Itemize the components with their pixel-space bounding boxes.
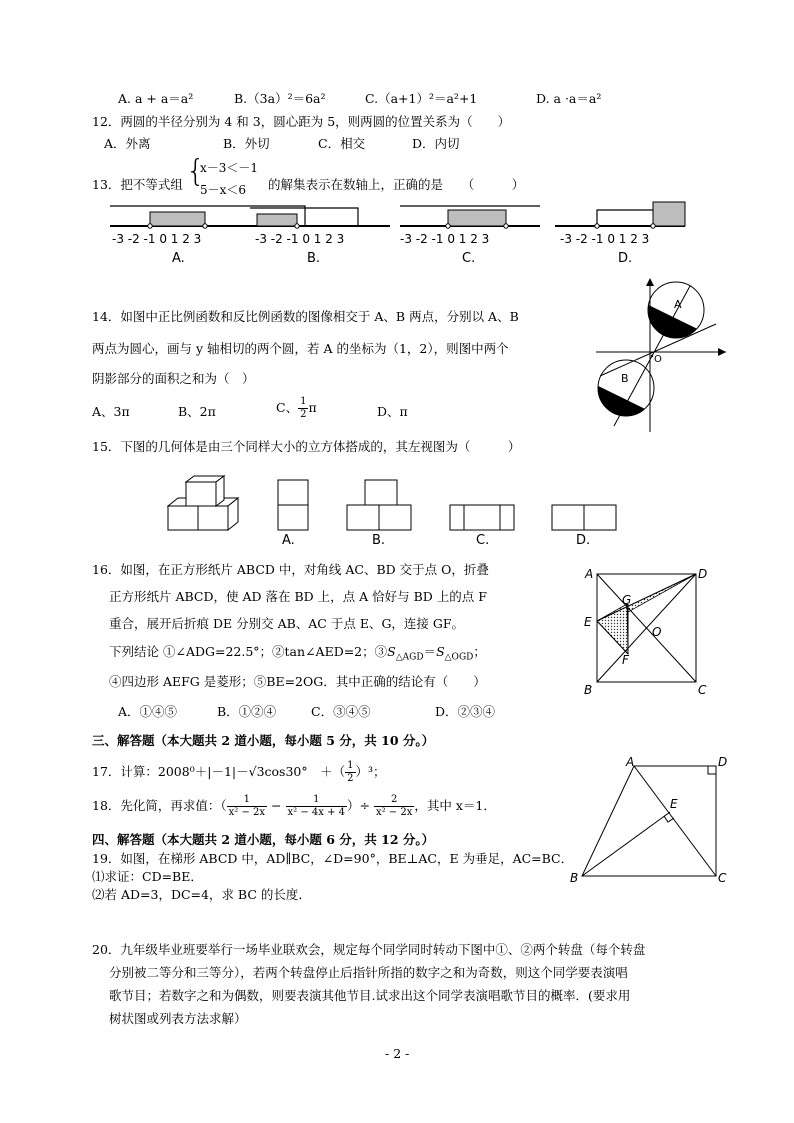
q16-point-o: O	[652, 625, 662, 639]
q16-option-c: C．③④⑤	[311, 704, 371, 719]
q19-point-a: A	[626, 755, 635, 769]
q16-point-g: G	[622, 593, 632, 607]
q14-option-b: B、2π	[178, 404, 216, 419]
q13-stem-post: 的解集表示在数轴上，正确的是 （ ）	[268, 177, 525, 192]
q14-point-b: B	[621, 372, 629, 385]
q11-option-c: C.（a+1）²＝a²+1	[365, 91, 478, 106]
q15-option-c-figure	[450, 505, 514, 530]
q15-label-b: B.	[372, 533, 386, 548]
q16-point-e: E	[584, 615, 592, 629]
q12-option-c: C．相交	[318, 136, 366, 151]
q11-option-a: A. a + a＝a²	[118, 91, 194, 106]
q15-option-d-figure	[552, 505, 616, 530]
q16-point-b: B	[584, 683, 593, 697]
q16-option-d: D．②③④	[435, 704, 496, 719]
q19-point-c: C	[718, 871, 727, 885]
q15-stem: 15．下图的几何体是由三个同样大小的立方体搭成的，其左视图为（ ）	[92, 439, 521, 454]
svg-text:-3 -2 -1 0 1 2 3: -3 -2 -1 0 1 2 3	[255, 232, 345, 246]
q16-line1: 16．如图，在正方形纸片 ABCD 中，对角线 AC、BD 交于点 O，折叠	[92, 562, 489, 577]
page-number: - 2 -	[385, 1046, 410, 1061]
q16-point-f: F	[622, 653, 629, 667]
q13-system-line1: x－3＜－1	[200, 161, 259, 175]
section-4-heading: 四、解答题（本大题共 2 道小题，每小题 6 分，共 12 分。）	[92, 832, 435, 847]
q13-brace: {	[186, 154, 206, 189]
q20-line3: 歌节目；若数字之和为偶数，则要表演其他节目.试求出这个同学表演唱歌节目的概率．(要求用	[109, 988, 631, 1003]
q15-label-c: C.	[476, 533, 490, 548]
q19-part2: ⑵若 AD=3，DC=4，求 BC 的长度．	[92, 887, 311, 902]
q13-label-d: D.	[618, 251, 633, 266]
q14-point-a: A	[674, 298, 682, 311]
q14-origin-label: O	[654, 354, 662, 365]
q15-label-d: D.	[576, 533, 591, 548]
q16-figure	[580, 562, 720, 702]
q14-line3: 阴影部分的面积之和为（ ）	[92, 371, 255, 386]
q14-line1: 14．如图中正比例函数和反比例函数的图像相交于 A、B 两点，分别以 A、B	[92, 309, 519, 324]
q13-label-b: B.	[307, 251, 321, 266]
q20-line1: 20．九年级毕业班要举行一场毕业联欢会，规定每个同学同时转动下图中①、②两个转盘（每个转盘	[92, 942, 646, 957]
q16-line2: 正方形纸片 ABCD，使 AD 落在 BD 上，点 A 恰好与 BD 上的点 F	[109, 589, 487, 604]
q15-option-a-figure	[278, 480, 308, 530]
q15-label-a: A.	[282, 533, 295, 548]
q11-option-b: B.（3a）²＝6a²	[234, 91, 326, 106]
q12-option-a: A．外离	[104, 136, 151, 151]
q13-system-line2: 5－x＜6	[200, 183, 247, 197]
q16-option-b: B．①②④	[217, 704, 277, 719]
svg-text:-3 -2 -1 0 1 2 3: -3 -2 -1 0 1 2 3	[400, 232, 490, 246]
q15-solid-figure	[168, 476, 238, 530]
q19-point-e: E	[670, 797, 678, 811]
q12-option-b: B．外切	[223, 136, 270, 151]
q15-option-b-figure	[347, 480, 411, 530]
q14-option-c: C、 $\frac{1}{2}$ π	[276, 396, 317, 420]
q13-option-d-figure	[555, 202, 685, 266]
q13-label-c: C.	[462, 251, 476, 266]
q14-line2: 两点为圆心，画与 y 轴相切的两个圆，若 A 的坐标为（1，2），则图中两个	[92, 341, 509, 356]
q11-option-d: D. a ·a＝a²	[536, 91, 602, 106]
svg-text:-3 -2 -1 0 1 2 3: -3 -2 -1 0 1 2 3	[112, 232, 202, 246]
q18-expression: 18．先化简，再求值：（ $\frac{1}{\text{x² − 2x}}$ − $\frac{1}{\text{x² − 4x + 4}}$ ）÷ $\frac{2}{\text{x² − 2x}}$ ，其中 x＝1．	[92, 794, 496, 818]
q16-point-d: D	[698, 567, 708, 581]
q16-line4: 下列结论 ①∠ADG=22.5°；②tan∠AED=2；$③S_{\triangle AGD}=S_{\triangle OGD}$；	[109, 644, 486, 663]
q14-option-a: A、3π	[92, 404, 130, 419]
q13-option-b-figure	[250, 208, 390, 266]
q19-part1: ⑴求证：CD=BE．	[92, 869, 203, 884]
q12-option-d: D．内切	[412, 136, 460, 151]
q16-point-a: A	[585, 567, 594, 581]
q16-point-c: C	[698, 683, 707, 697]
svg-text:-3 -2 -1 0 1 2 3: -3 -2 -1 0 1 2 3	[560, 232, 650, 246]
q17-expression: 17．计算：2008⁰＋|－1|－√3cos30° ＋（ $\frac{1}{2}$ ）³；	[92, 760, 386, 784]
q20-line4: 树状图或列表方法求解）	[109, 1011, 247, 1026]
section-3-heading: 三、解答题（本大题共 2 道小题，每小题 5 分，共 10 分。）	[92, 733, 435, 748]
q19-point-d: D	[718, 755, 728, 769]
q19-line1: 19．如图，在梯形 ABCD 中，AD∥BC，∠D=90°，BE⊥AC，E 为垂足，AC=BC．	[92, 851, 574, 866]
q14-figure	[590, 276, 730, 436]
q13-option-c-figure	[400, 206, 540, 266]
q13-stem-pre: 13．把不等式组	[92, 177, 183, 192]
q15-figures	[160, 470, 640, 550]
q19-figure	[568, 752, 738, 888]
q20-line2: 分别被二等分和三等分），若两个转盘停止后指针所指的数字之和为奇数，则这个同学要表演唱	[109, 965, 628, 980]
q19-point-b: B	[570, 871, 579, 885]
q16-option-a: A．①④⑤	[118, 704, 178, 719]
q14-option-d: D、π	[377, 404, 408, 419]
q16-line3: 重合，展开后折痕 DE 分别交 AB、AC 于点 E、G，连接 GF。	[109, 616, 465, 631]
q13-label-a: A.	[172, 251, 185, 266]
q16-line5: ④四边形 AEFG 是菱形；⑤BE=2OG．其中正确的结论有（ ）	[109, 674, 486, 689]
q12-stem: 12．两圆的半径分别为 4 和 3，圆心距为 5，则两圆的位置关系为（ ）	[92, 114, 511, 129]
q13-number-lines	[100, 196, 700, 268]
